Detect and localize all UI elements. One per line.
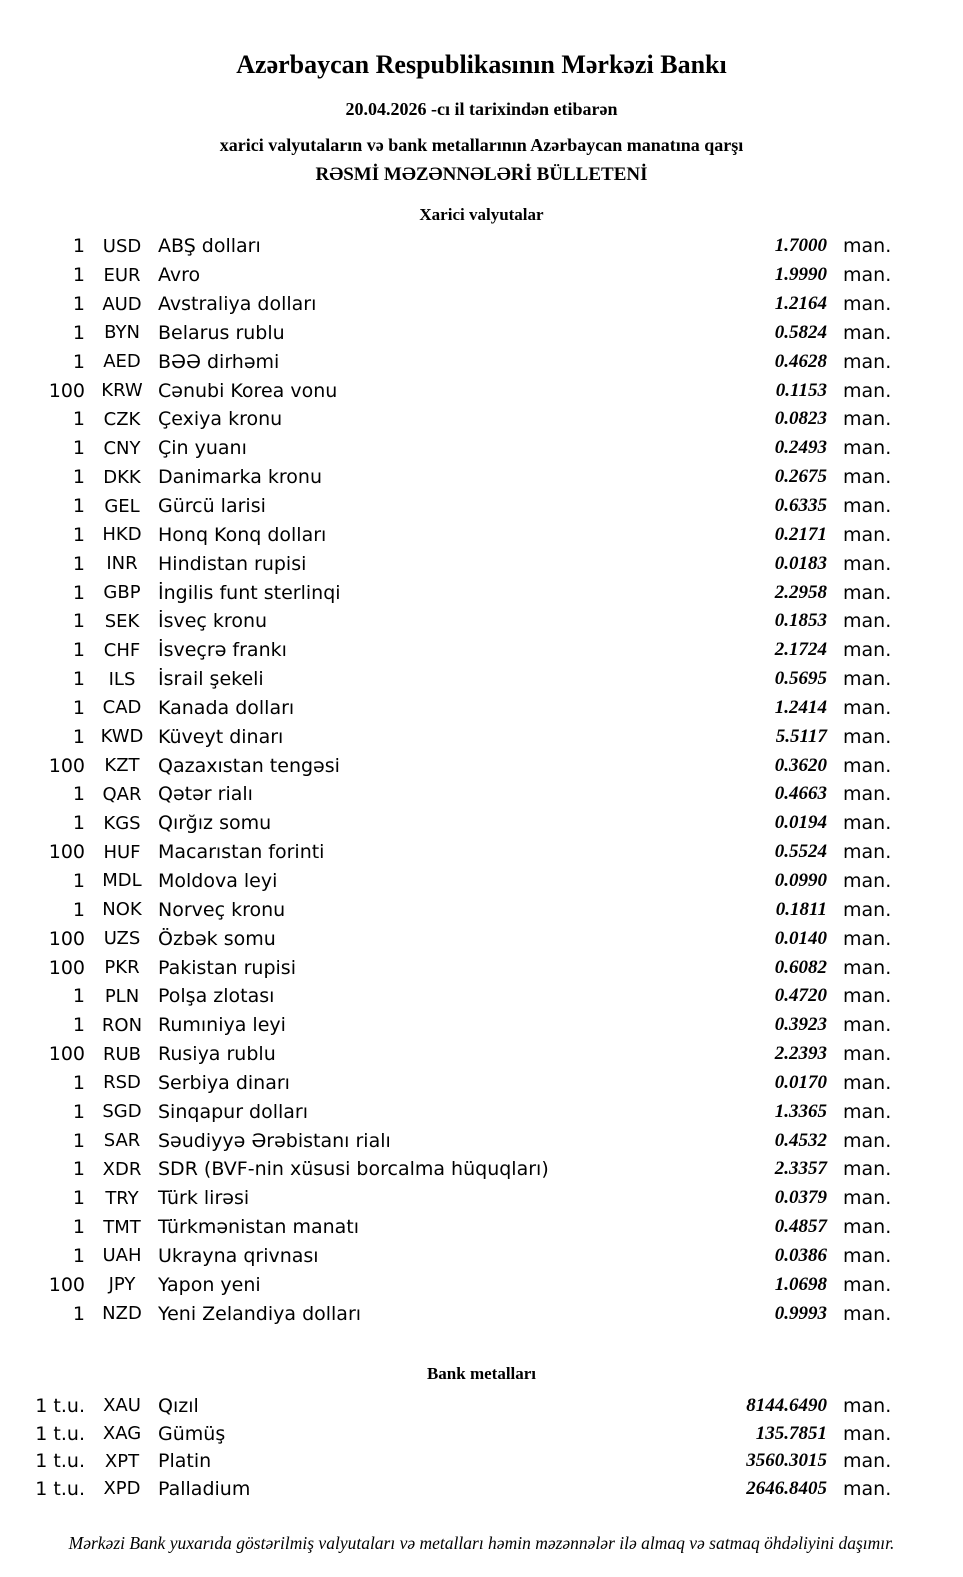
name-cell: Belarus rublu (158, 321, 285, 344)
currency-row (0, 751, 963, 780)
name-cell: ABŞ dolları (158, 235, 261, 258)
rate-cell: 0.3620 (774, 754, 827, 776)
quantity-cell: 1 (72, 581, 85, 604)
name-cell: Polşa zlotası (158, 985, 275, 1008)
name-cell: Norveç kronu (158, 898, 286, 921)
unit-cell: man. (843, 1244, 892, 1267)
rate-cell: 1.9990 (774, 264, 827, 286)
currency-table (0, 232, 963, 1328)
currency-row (0, 319, 963, 348)
code-cell: KRW (101, 380, 143, 402)
quantity-cell: 1 (72, 812, 85, 835)
name-cell: Cənubi Korea vonu (158, 379, 338, 402)
bulletin-title: RƏSMİ MƏZƏNNƏLƏRİ BÜLLETENİ (315, 164, 648, 185)
code-cell: NOK (102, 899, 142, 921)
name-cell: Palladium (158, 1477, 251, 1500)
unit-cell: man. (843, 466, 892, 489)
code-cell: BYN (104, 322, 140, 344)
rate-cell: 0.4857 (774, 1216, 827, 1238)
quantity-cell: 1 (72, 1014, 85, 1037)
name-cell: Kanada dolları (158, 696, 295, 719)
unit-cell: man. (843, 350, 892, 373)
disclaimer-text: Mərkəzi Bank yuxarıda göstərilmiş valyutaları və metalları həmin məzənnələr ilə almaq və satmaq öhdəliyini daşımır. (68, 1532, 895, 1553)
code-cell: USD (102, 235, 142, 257)
quantity-cell: 1 (72, 1158, 85, 1181)
rate-cell: 0.0386 (774, 1244, 827, 1266)
quantity-cell: 1 t.u. (35, 1394, 85, 1417)
metal-row (0, 1420, 963, 1448)
currency-row (0, 1126, 963, 1155)
name-cell: Moldova leyi (158, 869, 278, 892)
rate-cell: 3560.3015 (746, 1450, 827, 1472)
currency-row (0, 982, 963, 1011)
rate-cell: 0.5824 (774, 321, 827, 343)
currency-row (0, 1299, 963, 1328)
rate-cell: 0.6082 (774, 956, 827, 978)
currency-row (0, 924, 963, 953)
rate-cell: 1.3365 (774, 1100, 827, 1122)
code-cell: CHF (103, 639, 141, 661)
quantity-cell: 1 (72, 1071, 85, 1094)
quantity-cell: 1 (72, 495, 85, 518)
unit-cell: man. (843, 668, 892, 691)
quantity-cell: 1 (72, 466, 85, 489)
rate-cell: 0.6335 (774, 495, 827, 517)
currency-row (0, 722, 963, 751)
rate-cell: 1.0698 (774, 1273, 827, 1295)
unit-cell: man. (843, 1216, 892, 1239)
code-cell: UZS (103, 928, 141, 950)
unit-cell: man. (843, 1100, 892, 1123)
code-cell: JPY (108, 1274, 136, 1296)
currency-row (0, 1213, 963, 1242)
name-cell: Qırğız somu (158, 812, 272, 835)
metal-row (0, 1447, 963, 1475)
name-cell: Sinqapur dolları (158, 1100, 309, 1123)
code-cell: GBP (103, 582, 141, 604)
quantity-cell: 1 (72, 1187, 85, 1210)
currency-row (0, 780, 963, 809)
unit-cell: man. (843, 783, 892, 806)
metals-section-title: Bank metalları (426, 1364, 537, 1384)
code-cell: NZD (102, 1303, 142, 1325)
name-cell: Avro (158, 264, 201, 287)
code-cell: XPD (103, 1478, 141, 1500)
currency-row (0, 463, 963, 492)
quantity-cell: 1 (72, 523, 85, 546)
quantity-cell: 1 (72, 1100, 85, 1123)
code-cell: QAR (102, 783, 142, 805)
name-cell: Hindistan rupisi (158, 552, 307, 575)
currency-row (0, 1097, 963, 1126)
rate-cell: 0.4720 (774, 985, 827, 1007)
code-cell: XAU (103, 1395, 141, 1417)
quantity-cell: 100 (48, 927, 85, 950)
quantity-cell: 1 t.u. (35, 1477, 85, 1500)
currency-row (0, 347, 963, 376)
unit-cell: man. (843, 1273, 892, 1296)
code-cell: PKR (104, 957, 140, 979)
quantity-cell: 1 (72, 235, 85, 258)
currency-row (0, 636, 963, 665)
code-cell: AED (103, 351, 141, 373)
metal-row (0, 1392, 963, 1420)
code-cell: EUR (103, 264, 141, 286)
unit-cell: man. (843, 898, 892, 921)
unit-cell: man. (843, 956, 892, 979)
unit-cell: man. (843, 812, 892, 835)
code-cell: CAD (102, 697, 142, 719)
rate-cell: 0.1853 (774, 610, 827, 632)
unit-cell: man. (843, 1422, 892, 1445)
quantity-cell: 100 (48, 754, 85, 777)
quantity-cell: 1 (72, 408, 85, 431)
quantity-cell: 1 (72, 350, 85, 373)
currency-row (0, 290, 963, 319)
currency-row (0, 434, 963, 463)
code-cell: HKD (102, 524, 142, 546)
code-cell: UAH (102, 1245, 142, 1267)
code-cell: TMT (103, 1216, 141, 1238)
name-cell: İngilis funt sterlinqi (158, 581, 341, 604)
rate-cell: 0.4663 (774, 783, 827, 805)
unit-cell: man. (843, 437, 892, 460)
quantity-cell: 1 t.u. (35, 1450, 85, 1473)
quantity-cell: 1 (72, 1302, 85, 1325)
name-cell: Yapon yeni (158, 1273, 261, 1296)
name-cell: Gürcü larisi (158, 495, 266, 518)
rate-cell: 2.2393 (774, 1043, 827, 1065)
rate-cell: 0.0823 (774, 408, 827, 430)
currency-row (0, 549, 963, 578)
code-cell: CNY (103, 437, 141, 459)
currency-row (0, 1242, 963, 1271)
rate-cell: 135.7851 (755, 1422, 827, 1444)
name-cell: Özbək somu (158, 927, 276, 950)
quantity-cell: 1 (72, 783, 85, 806)
rate-cell: 2.1724 (774, 639, 827, 661)
name-cell: Türk lirəsi (158, 1187, 250, 1210)
unit-cell: man. (843, 1394, 892, 1417)
metal-row (0, 1475, 963, 1503)
quantity-cell: 1 (72, 869, 85, 892)
name-cell: Pakistan rupisi (158, 956, 296, 979)
name-cell: Çin yuanı (158, 437, 247, 460)
name-cell: Səudiyyə Ərəbistanı rialı (158, 1129, 391, 1152)
rate-cell: 0.2675 (774, 466, 827, 488)
rate-cell: 1.7000 (774, 235, 827, 257)
code-cell: ILS (108, 668, 136, 690)
currency-row (0, 492, 963, 521)
name-cell: Türkmənistan manatı (158, 1216, 360, 1239)
unit-cell: man. (843, 581, 892, 604)
name-cell: Rumıniya leyi (158, 1014, 286, 1037)
quantity-cell: 100 (48, 379, 85, 402)
code-cell: INR (106, 553, 138, 575)
code-cell: KWD (100, 726, 144, 748)
code-cell: KGS (103, 812, 141, 834)
unit-cell: man. (843, 235, 892, 258)
rate-cell: 0.5524 (774, 841, 827, 863)
name-cell: Qızıl (158, 1394, 199, 1417)
quantity-cell: 1 (72, 552, 85, 575)
currency-row (0, 232, 963, 261)
quantity-cell: 1 (72, 668, 85, 691)
name-cell: Rusiya rublu (158, 1043, 276, 1066)
name-cell: İsveçrə frankı (158, 639, 287, 662)
name-cell: Qazaxıstan tengəsi (158, 754, 340, 777)
code-cell: XPT (104, 1450, 140, 1472)
unit-cell: man. (843, 1043, 892, 1066)
rate-cell: 0.2493 (774, 437, 827, 459)
unit-cell: man. (843, 639, 892, 662)
name-cell: Qətər rialı (158, 783, 253, 806)
name-cell: Serbiya dinarı (158, 1071, 290, 1094)
name-cell: Gümüş (158, 1422, 226, 1445)
rate-cell: 0.1153 (775, 379, 827, 401)
unit-cell: man. (843, 379, 892, 402)
code-cell: TRY (105, 1187, 139, 1209)
rate-cell: 0.0379 (774, 1187, 827, 1209)
code-cell: XAG (102, 1423, 142, 1445)
rate-cell: 2.2958 (774, 581, 827, 603)
code-cell: SGD (102, 1101, 142, 1123)
currency-row (0, 520, 963, 549)
currencies-section-title: Xarici valyutalar (419, 205, 544, 224)
quantity-cell: 100 (48, 1273, 85, 1296)
rate-cell: 2646.8405 (746, 1477, 827, 1499)
rate-cell: 1.2414 (774, 696, 827, 718)
code-cell: HUF (103, 841, 141, 863)
currency-row (0, 261, 963, 290)
name-cell: Honq Konq dolları (158, 523, 327, 546)
code-cell: SAR (103, 1130, 141, 1152)
name-cell: Ukrayna qrivnası (158, 1244, 319, 1267)
unit-cell: man. (843, 321, 892, 344)
currency-row (0, 1040, 963, 1069)
unit-cell: man. (843, 841, 892, 864)
rate-cell: 0.0194 (774, 812, 827, 834)
quantity-cell: 1 (72, 610, 85, 633)
effective-date: 20.04.2026 -cı il tarixindən etibarən (345, 99, 618, 119)
code-cell: GEL (104, 495, 140, 517)
currency-row (0, 376, 963, 405)
unit-cell: man. (843, 552, 892, 575)
currency-row (0, 1270, 963, 1299)
code-cell: SEK (104, 610, 140, 632)
rate-cell: 0.2171 (774, 523, 827, 545)
rate-cell: 2.3357 (774, 1158, 827, 1180)
quantity-cell: 1 (72, 725, 85, 748)
unit-cell: man. (843, 985, 892, 1008)
unit-cell: man. (843, 408, 892, 431)
rate-cell: 8144.6490 (746, 1394, 827, 1416)
quantity-cell: 100 (48, 1043, 85, 1066)
unit-cell: man. (843, 523, 892, 546)
currency-row (0, 1155, 963, 1184)
code-cell: MDL (102, 870, 142, 892)
quantity-cell: 1 (72, 1216, 85, 1239)
code-cell: CZK (103, 408, 141, 430)
unit-cell: man. (843, 264, 892, 287)
unit-cell: man. (843, 1450, 892, 1473)
rate-cell: 1.2164 (774, 293, 827, 315)
rate-cell: 0.0170 (774, 1071, 827, 1093)
rate-cell: 0.4532 (774, 1129, 827, 1151)
currency-row (0, 405, 963, 434)
name-cell: SDR (BVF-nin xüsusi borcalma hüquqları) (158, 1158, 549, 1181)
unit-cell: man. (843, 495, 892, 518)
unit-cell: man. (843, 696, 892, 719)
rate-cell: 0.0183 (774, 552, 827, 574)
name-cell: Macarıstan forinti (158, 841, 325, 864)
currency-row (0, 1068, 963, 1097)
name-cell: Platin (158, 1450, 212, 1473)
unit-cell: man. (843, 1129, 892, 1152)
unit-cell: man. (843, 1302, 892, 1325)
code-cell: XDR (102, 1158, 142, 1180)
name-cell: Çexiya kronu (158, 408, 283, 431)
bulletin-header (0, 50, 963, 187)
code-cell: PLN (104, 985, 140, 1007)
name-cell: İsrail şekeli (158, 668, 264, 691)
name-cell: Avstraliya dolları (158, 293, 317, 316)
quantity-cell: 1 (72, 264, 85, 287)
name-cell: Danimarka kronu (158, 466, 323, 489)
unit-cell: man. (843, 1014, 892, 1037)
unit-cell: man. (843, 1158, 892, 1181)
code-cell: RSD (103, 1072, 141, 1094)
unit-cell: man. (843, 293, 892, 316)
currency-row (0, 895, 963, 924)
metals-table (0, 1392, 963, 1503)
rate-cell: 0.0140 (774, 927, 827, 949)
rate-cell: 0.5695 (774, 668, 827, 690)
rate-cell: 0.0990 (774, 869, 827, 891)
bank-title: Azərbaycan Respublikasının Mərkəzi Bankı (236, 50, 727, 79)
code-cell: KZT (104, 755, 140, 777)
name-cell: İsveç kronu (158, 610, 268, 633)
quantity-cell: 100 (48, 841, 85, 864)
quantity-cell: 1 (72, 321, 85, 344)
rate-cell: 0.9993 (774, 1302, 827, 1324)
currency-row (0, 665, 963, 694)
rate-cell: 0.4628 (774, 350, 827, 372)
currency-row (0, 809, 963, 838)
code-cell: DKK (103, 466, 141, 488)
currency-row (0, 953, 963, 982)
name-cell: Yeni Zelandiya dolları (158, 1302, 362, 1325)
quantity-cell: 100 (48, 956, 85, 979)
rate-cell: 0.3923 (774, 1014, 827, 1036)
quantity-cell: 1 (72, 639, 85, 662)
subtitle-line: xarici valyutaların və bank metallarının Azərbaycan manatına qarşı (219, 135, 744, 155)
unit-cell: man. (843, 927, 892, 950)
code-cell: RON (101, 1014, 143, 1036)
unit-cell: man. (843, 869, 892, 892)
rate-cell: 5.5117 (775, 725, 827, 747)
name-cell: Küveyt dinarı (158, 725, 284, 748)
quantity-cell: 1 (72, 696, 85, 719)
currency-row (0, 578, 963, 607)
currency-row (0, 1184, 963, 1213)
code-cell: RUB (102, 1043, 142, 1065)
unit-cell: man. (843, 754, 892, 777)
currency-row (0, 867, 963, 896)
currency-row (0, 838, 963, 867)
quantity-cell: 1 (72, 437, 85, 460)
unit-cell: man. (843, 1477, 892, 1500)
unit-cell: man. (843, 610, 892, 633)
unit-cell: man. (843, 1071, 892, 1094)
currency-row (0, 607, 963, 636)
name-cell: BƏƏ dirhəmi (158, 350, 280, 373)
quantity-cell: 1 (72, 898, 85, 921)
code-cell: AUD (102, 293, 142, 315)
currency-row (0, 1011, 963, 1040)
unit-cell: man. (843, 1187, 892, 1210)
quantity-cell: 1 t.u. (35, 1422, 85, 1445)
unit-cell: man. (843, 725, 892, 748)
quantity-cell: 1 (72, 985, 85, 1008)
quantity-cell: 1 (72, 1244, 85, 1267)
currency-row (0, 694, 963, 723)
quantity-cell: 1 (72, 293, 85, 316)
rate-cell: 0.1811 (775, 898, 827, 920)
quantity-cell: 1 (72, 1129, 85, 1152)
